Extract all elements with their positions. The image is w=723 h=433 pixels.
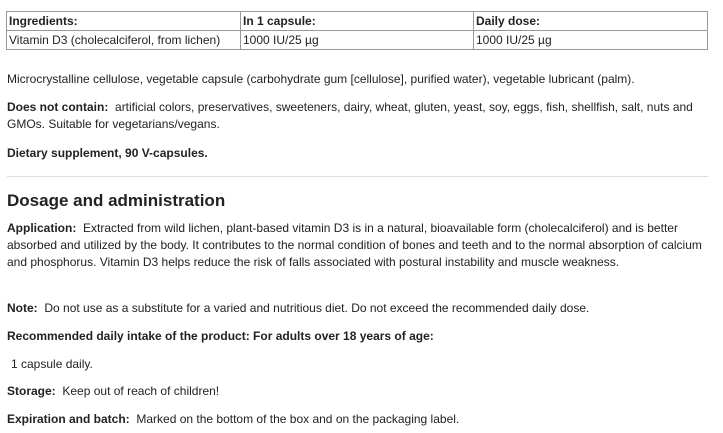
- cell-ingredient: Vitamin D3 (cholecalciferol, from lichen): [7, 31, 241, 50]
- application-text: Extracted from wild lichen, plant-based vitamin D3 is in a natural, bioavailable form (cholecalciferol) and is better absorbed and utilized by the body. It contributes to the normal condition of bones and teeth and to the normal absorption of calcium and phosphorus. Vitamin D3 helps reduce the risk of falls associated with postural instability and muscle weakness.: [7, 221, 702, 269]
- free-from-text: artificial colors, preservatives, sweeteners, dairy, wheat, gluten, yeast, soy, eggs, fish, shellfish, salt, nuts and GMOs. Suitable for vegetarians/vegans.: [7, 100, 693, 131]
- header-per-capsule: In 1 capsule:: [241, 12, 474, 31]
- expiration-text: Marked on the bottom of the box and on the packaging label.: [136, 412, 460, 426]
- free-from-label: Does not contain:: [7, 100, 109, 114]
- section-title: Dosage and administration: [7, 191, 226, 210]
- cell-daily-dose: 1000 IU/25 µg: [474, 31, 708, 50]
- application-label: Application:: [7, 221, 77, 235]
- supplement-note: Dietary supplement, 90 V-capsules.: [7, 146, 208, 160]
- application-paragraph: [7, 220, 707, 271]
- section-divider: [7, 176, 708, 177]
- header-ingredients: Ingredients:: [7, 12, 241, 31]
- note-text: Do not use as a substitute for a varied and nutritious diet. Do not exceed the recommended daily dose.: [44, 301, 590, 315]
- expiration-paragraph: [7, 411, 707, 428]
- storage-label: Storage:: [7, 384, 56, 398]
- note-label: Note:: [7, 301, 38, 315]
- expiration-label: Expiration and batch:: [7, 412, 130, 426]
- table-row: [7, 31, 708, 50]
- recommended-intake: Recommended daily intake of the product: For adults over 18 years of age:: [7, 329, 434, 343]
- free-from-paragraph: [7, 99, 707, 133]
- storage-text: Keep out of reach of children!: [62, 384, 220, 398]
- composition-text: Microcrystalline cellulose, vegetable capsule (carbohydrate gum [cellulose], purified water), vegetable lubricant (palm).: [7, 72, 635, 86]
- ingredients-table: [6, 11, 708, 50]
- header-daily-dose: Daily dose:: [474, 12, 708, 31]
- storage-paragraph: [7, 383, 707, 400]
- cell-per-capsule: 1000 IU/25 µg: [241, 31, 474, 50]
- note-paragraph: [7, 300, 707, 317]
- dose-text: 1 capsule daily.: [11, 357, 93, 371]
- table-header-row: [7, 12, 708, 31]
